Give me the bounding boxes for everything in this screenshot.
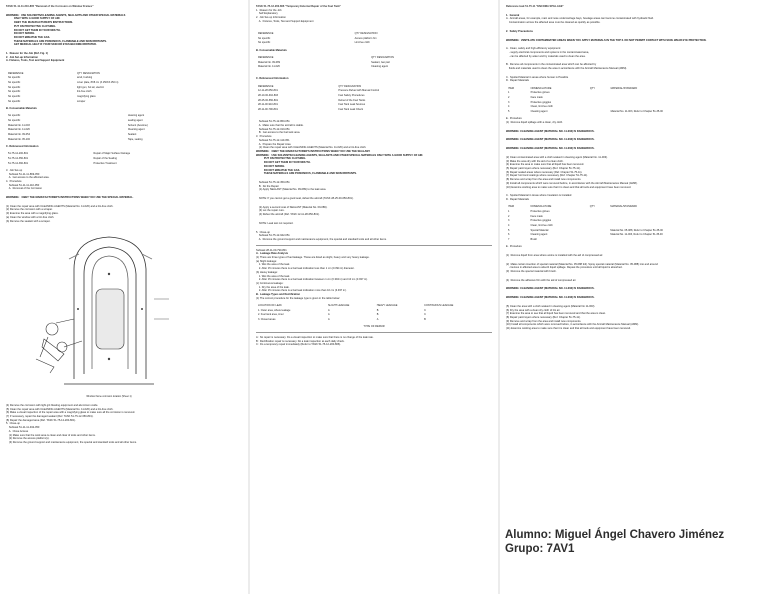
text-line: (1) Clean the repair area with CLEANING AGENTS (Material No. 11-026) and a lint-free cloth. bbox=[256, 146, 367, 150]
table-cell: ITEM bbox=[508, 86, 514, 90]
text-line: (8) Remove and scrap from the area and install new components. bbox=[506, 178, 582, 182]
section-heading: 2. Job Set-up Information bbox=[6, 55, 38, 59]
figure-caption: Window frame corrosion location (Sheet 1) bbox=[86, 395, 132, 399]
text-line: 1. Wet the area of the leak. bbox=[256, 274, 290, 278]
table-cell: Cleaning agent bbox=[127, 128, 145, 132]
table-cell: anvil, bucking bbox=[77, 76, 93, 80]
table-cell: Access platform 3m bbox=[354, 36, 377, 40]
tools-table bbox=[6, 71, 236, 104]
table-cell: Clean, lint-free cloth bbox=[530, 223, 553, 227]
table-cell: 1 bbox=[508, 91, 510, 95]
table-cell: Repair of the Sealing bbox=[93, 156, 117, 160]
table-row bbox=[6, 161, 236, 166]
table-cell: A bbox=[328, 308, 330, 312]
page3-header: Reference task 51-75-11 "ENCOMA SPILLAGE" bbox=[506, 5, 564, 8]
table-cell: magnifying glass bbox=[77, 95, 96, 99]
text-line: C: Do a temporary repair immediately (Refer to TASK 51-75-12-200-806). bbox=[256, 343, 341, 347]
table-cell: 1 bbox=[508, 209, 510, 213]
text-line: B. Get access to the fuel tank area. bbox=[256, 131, 301, 135]
text-line: (5) Clean the area with a cloth soaked in cleaning agent (Material No 11-003). bbox=[506, 304, 596, 308]
text-line: (8) Repair the damaged area (Ref. TASK 51-75-12-200-801). bbox=[6, 418, 76, 422]
table-cell: light gun, hot air, electric bbox=[77, 85, 104, 89]
text-line: B. Consumable Materials bbox=[256, 48, 287, 52]
table-cell: No specific bbox=[8, 90, 21, 94]
table-cell: Material No. 11-026 bbox=[8, 128, 30, 132]
text-line: Subtask 28-11-00-790-801 bbox=[256, 248, 287, 252]
text-line: (3) Examine the area with a magnifying glass. bbox=[6, 212, 59, 216]
table-row bbox=[506, 110, 736, 115]
text-line: Subtask 51-75-12-110-051 bbox=[256, 138, 290, 142]
table-cell: MATERIAL/STANDARD bbox=[610, 205, 637, 209]
text-line: 1. Dry the area of the leak. bbox=[256, 285, 290, 289]
text-line: (9) Remove and scrap from the area and install new components. bbox=[506, 319, 582, 323]
text-line: (a) Slight leakage: bbox=[256, 259, 277, 263]
table-cell: QTY DESIGNATION bbox=[354, 32, 378, 36]
table-cell: cover plate, 8X8 cm (3.150X3.150 in) bbox=[77, 81, 119, 85]
document-page-1 bbox=[0, 0, 248, 594]
table-cell: 51-75-12-350-801 bbox=[8, 156, 29, 160]
referenced-title: C. Referenced Information bbox=[6, 144, 39, 148]
text-line: 5. Close-up bbox=[256, 230, 270, 234]
table-cell: A bbox=[328, 318, 330, 322]
table-cell: Material No. 05-100 bbox=[8, 137, 30, 141]
divider bbox=[256, 332, 492, 333]
window-frame-figure bbox=[34, 229, 184, 389]
text-line: E. Procedure bbox=[506, 117, 522, 121]
table-cell: No specific bbox=[8, 99, 21, 103]
text-line: Subtask 51-11-11-942-050 bbox=[6, 426, 40, 430]
text-line: (2) Remove the access platform(s). bbox=[6, 437, 50, 441]
section-heading: A. Fixtures, Tools, Test and Support Equipment bbox=[6, 59, 65, 63]
text-line: OBEY THE MANUFACTURER'S INSTRUCTIONS. bbox=[6, 21, 74, 25]
text-line: (9) Install all components which were removed before, in accordance with the Aircraft Maintenance Manual (AMM). bbox=[506, 181, 638, 185]
leakage-table bbox=[256, 303, 486, 322]
table-cell: QTY DESIGNATION bbox=[77, 71, 100, 75]
table-cell: 28-11-00-910-801 bbox=[258, 103, 278, 107]
text-line: (4) Refuel the aircraft (Ref. TASK 12-11-28-650-801). bbox=[256, 213, 320, 217]
table-cell: Fuel Safety Procedures bbox=[338, 94, 365, 98]
table-cell: 2 bbox=[508, 96, 510, 100]
table-cell: Special Material bbox=[530, 228, 549, 232]
table-cell: Pressure Refuel with Manual Control bbox=[338, 89, 380, 93]
text-line: WARNING: CLEANING AGENT (MATERIAL NO. 11-003) IS DANGEROUS. bbox=[506, 147, 595, 151]
text-line: B: Rectification repair is necessary. Do a leak inspection at each daily check. bbox=[256, 339, 345, 343]
text-line: Subtask 51-75-12-942-051 bbox=[256, 234, 290, 238]
table-cell: ITEM bbox=[508, 205, 514, 209]
text-line: (10) Install all components which were removed before, in accordance with the Aircraft Maintenance Manual (AMM). bbox=[506, 323, 639, 327]
table-row bbox=[6, 99, 236, 104]
table-cell: SLIGHT LEAKAGE bbox=[328, 303, 350, 307]
text-line: (4) Examine the area to make sure that all liquid has been removed. bbox=[506, 163, 584, 167]
text-line: 3. Job Set-up bbox=[6, 168, 23, 172]
text-line: WARNING: OBEY THE MANUFACTURER'S INSTRUCTIONS WHEN YOU USE THE SEALANT. bbox=[256, 149, 371, 153]
text-line: (2) Remove the corrosion with a scraper. bbox=[6, 208, 53, 212]
table-cell: Brush bbox=[530, 238, 538, 242]
table-cell: 5 bbox=[508, 228, 510, 232]
table-cell: Sealant, two part bbox=[371, 60, 390, 64]
text-line: WARNING: USE SOLVENTS/CLEANING AGENTS, SEALANTS AND OTHER SPECIAL MATERIALS bbox=[6, 13, 126, 17]
table-cell: Material No. 09-089 bbox=[258, 60, 280, 64]
table-cell: No specific bbox=[8, 118, 21, 122]
referenced-table bbox=[6, 152, 236, 166]
table-cell: B bbox=[376, 308, 379, 312]
table-row bbox=[256, 65, 486, 70]
table-cell: Sealant bbox=[127, 133, 137, 137]
table-cell bbox=[588, 110, 609, 115]
text-line: (3) Let the repair cure. bbox=[256, 209, 285, 213]
text-line: (7) Repair hot bond coatings where necessary (Ref. Chapter 51-75-11). bbox=[506, 174, 588, 178]
student-name: Alumno: Miguel Ángel Chavero Jiménez bbox=[505, 529, 725, 541]
table-cell: No specific bbox=[8, 95, 21, 99]
text-line: A. Prepare the Repair Area bbox=[256, 142, 291, 146]
text-line: (5) Repair paint layers where necessary (Ref. Chapter 51-75-11). bbox=[506, 166, 581, 170]
table-cell: REFERENCE bbox=[8, 71, 24, 75]
text-line: D. Repair Materials bbox=[506, 79, 529, 83]
student-info bbox=[505, 528, 760, 556]
text-line: WARNING: CLEANING AGENT (MATERIAL NO. 11-003) IS DANGEROUS. bbox=[506, 296, 595, 300]
text-line: NOTE: Leak test not required. bbox=[256, 221, 294, 225]
text-line: DO NOT SMOKE. bbox=[256, 164, 285, 168]
text-line: 1. General bbox=[506, 13, 520, 17]
warning-text: WARNING: OBEY THE MANUFACTURER'S INSTRUCTIONS WHEN YOU USE THE SPECIAL MATERIAL. bbox=[6, 196, 134, 200]
table-cell: MATERIAL/STANDARD bbox=[610, 86, 638, 90]
table-cell: Material No. 11-003 bbox=[8, 123, 30, 127]
text-line: ONLY WITH A GOOD SUPPLY OF AIR. bbox=[6, 17, 61, 21]
table-cell: QTY bbox=[589, 205, 595, 209]
table-cell: 51-75-12-200-801 bbox=[8, 152, 29, 156]
text-line: (5) Clean the repair area with CLEANING AGENTS (Material No. 11-026) and a lint-free cloth. bbox=[6, 407, 114, 411]
text-line: DO NOT GET THEM IN YOUR MOUTH. bbox=[256, 161, 311, 165]
text-line: Contamination across the affected area must be cleaned as quickly as possible. bbox=[506, 21, 601, 25]
table-cell: Face mask bbox=[530, 96, 543, 100]
table-cell: 4 bbox=[508, 105, 510, 109]
text-line: crevices in affected area to absorb liquid spillage. Repeat the procedure until all liquid is absorbed. bbox=[506, 266, 623, 270]
text-line: WARNING: CLEANING AGENT (MATERIAL NO. 11-003) IS DANGEROUS. bbox=[506, 138, 595, 142]
table-cell: 3 bbox=[508, 100, 510, 104]
table-cell: Cleaning agent bbox=[530, 233, 548, 237]
table-cell: sealing agent bbox=[127, 118, 143, 122]
table-cell: QTY DESIGNATION bbox=[371, 55, 394, 59]
text-line: 2. Job Set-up Information bbox=[256, 16, 286, 20]
table-cell: 51-75-12-360-801 bbox=[8, 161, 29, 165]
text-line: B. Remove all components in the contaminated area which can be affected by bbox=[506, 63, 597, 67]
text-line: DO NOT BREATHE THE GAS. bbox=[6, 35, 51, 39]
text-line: 4. Procedure bbox=[6, 179, 22, 183]
table-cell: B bbox=[424, 318, 426, 322]
table-cell bbox=[588, 238, 609, 243]
consumables-table bbox=[256, 55, 486, 69]
text-line: A: No repair is necessary. Do a visual inspection to make sure that there is no change of the leak rate. bbox=[256, 336, 374, 339]
table-cell: HEAVY LEAKAGE bbox=[376, 303, 398, 307]
text-line: (1) The correct procedure for the leakage type is given in the table below: bbox=[256, 296, 341, 300]
repair-materials-table bbox=[506, 86, 736, 114]
text-line: (b) Heavy leakage: bbox=[256, 270, 278, 274]
text-line: (2) Clean contaminated area with a cloth soaked in cleaning agent (Material No. 11-003). bbox=[506, 155, 608, 159]
table-cell: scraper bbox=[77, 99, 86, 103]
text-line: E. Procedure bbox=[506, 245, 522, 249]
page2-header: TASK 51-75-12-200-806 "Temporary External Repair of the Fuel Tank" bbox=[256, 5, 341, 8]
table-cell: No specific bbox=[8, 81, 21, 85]
text-line: (a) Clean the window with a lint-free cloth. bbox=[6, 215, 55, 219]
table-cell: Protective goggles bbox=[530, 219, 552, 223]
table-cell: Fuel Tank Leak Sources bbox=[338, 103, 366, 107]
table-row bbox=[256, 318, 486, 323]
text-line: fluids and materials used to clean the area in accordance with the Aircraft Maintenance Manual (AMM). bbox=[506, 67, 627, 71]
referenced-table bbox=[256, 84, 486, 112]
table-cell: Protective goggles bbox=[530, 100, 552, 104]
table-cell: Face mask bbox=[530, 214, 543, 218]
table-cell: Protective Treatment bbox=[93, 161, 117, 165]
table-cell: lint-free cloth bbox=[77, 90, 92, 94]
text-line: (3) Make the area dry with the aid of a clean cloth. bbox=[506, 159, 564, 163]
text-line: GET MEDICAL HELP IF YOUR SKIN OR EYES BECOME IRRITATED. bbox=[6, 43, 97, 47]
table-cell: Material No. 09-054 bbox=[8, 133, 30, 137]
table-cell: Material No. 11-003, Refer to Chapter 51-35-00 bbox=[610, 233, 663, 237]
document-page-3 bbox=[500, 0, 768, 594]
text-line: DO NOT BREATHE THE GAS. bbox=[256, 168, 301, 172]
insulation-materials-table bbox=[506, 205, 736, 243]
text-line: A. Clean, safety and high-efficiency equipment: bbox=[506, 47, 561, 51]
text-line: (1) There are three types of fuel leakage. These are listed as slight, heavy and very heavy leakage. bbox=[256, 256, 370, 260]
table-cell: NOMENCLATURE bbox=[530, 205, 552, 209]
text-line: 2. After 15 minutes there is a fuel leak indication more than 10 cm (3.937 in). bbox=[256, 289, 347, 293]
text-line: A. Close Access bbox=[6, 429, 29, 433]
warning-text: WARNING: VENTILATE CONTAMINATED AREAS WHEN YOU APPLY MATERIALS IN THE TOP 6. DO NOT PERMIT CONTACT WITH SKIN. WEAR EYE PROTECTION. bbox=[506, 38, 707, 42]
table-cell: Protective gloves bbox=[530, 209, 550, 213]
text-line: A. Leakage Rate Analysis bbox=[256, 252, 289, 256]
text-line: (11) Examine working area to make sure that it is clean and that all tools and equipment have been removed. bbox=[506, 327, 631, 331]
table-cell: Solvent (Acetone) bbox=[127, 123, 148, 127]
text-line: THESE MATERIALS ARE POISONOUS, FLAMMABLE AND SKIN IRRITANTS. bbox=[256, 172, 357, 176]
text-line: Subtask 51-75-12-010-051 bbox=[256, 127, 290, 131]
consumables-title: B. Consumable Materials bbox=[6, 107, 37, 111]
table-cell: A bbox=[328, 313, 330, 317]
table-cell: Fuel Tank Leak Check bbox=[338, 108, 364, 112]
text-line: (2) Apply a second coat of SEALANT (Material No. 09-089). bbox=[256, 205, 328, 209]
page1-header: TASK 51-11-11-210-805 "Removal of the Corrosion on Window Frames" bbox=[6, 5, 94, 8]
text-line: 1. Wet the area of the leak. bbox=[256, 263, 290, 267]
text-line: A. Make sure that the aircraft is stable. bbox=[256, 124, 304, 128]
table-cell: Cleaning agent bbox=[371, 65, 388, 69]
text-line: (1) Remove liquid spillage with a clean, dry cloth. bbox=[506, 121, 563, 125]
text-line: Subtask 51-11-11-110-050 bbox=[6, 183, 40, 187]
table-cell: 2. Fuel tank area, inner bbox=[258, 313, 284, 317]
table-cell: C bbox=[424, 308, 426, 312]
table-cell: REFERENCE bbox=[258, 55, 274, 59]
text-line: (2) Make certain insertion of special material (Material No. 05-088 foil). Spray special material (Material No. 05-088) into and around bbox=[506, 262, 658, 266]
table-cell: Protective gloves bbox=[530, 91, 550, 95]
text-line: 3. Procedure bbox=[256, 135, 272, 139]
text-line: (10) Examine working area to make sure that it is clean and that all tools and equipment have been removed. bbox=[506, 185, 632, 189]
text-line: 2. After 15 minutes there is a fuel leak indication between 1 cm (0.394 in) and 10 cm (3.937 in). bbox=[256, 278, 368, 282]
text-line: PUT ON PROTECTIVE CLOTHING. bbox=[256, 157, 307, 161]
table-cell: REFERENCE bbox=[258, 84, 274, 88]
text-line: (b) Remove the sealant with a scraper. bbox=[6, 219, 51, 223]
text-line: C. Spoiled Material in areas where human is Possible bbox=[506, 75, 569, 79]
table-cell: Defuel of the Fuel Tanks bbox=[338, 98, 366, 102]
page1-warning-block bbox=[6, 14, 242, 47]
text-line: (6) Dry the area with a clean dry cloth of lint air. bbox=[506, 308, 561, 312]
table-cell: Cleaning agent bbox=[530, 110, 548, 114]
divider bbox=[256, 245, 492, 246]
text-line: Self Explanatory bbox=[256, 12, 278, 16]
text-line: (6) Repair sealed areas where necessary (Ref. Chapter 51-75-11). bbox=[506, 170, 583, 174]
text-line: Subtask 51-11-11-869-050 bbox=[6, 172, 40, 176]
table-cell: 28-11-00-790-801 bbox=[258, 108, 278, 112]
text-line: (8) Repair paint layers where necessary (Ref. Chapter 51-75-11). bbox=[506, 315, 581, 319]
text-line: C. Spoiled Material in Areas where Insulation is Installed bbox=[506, 194, 572, 198]
text-line: (7) If necessary, repair the damaged sealant (Ref. TASK 51-75-12-350-801). bbox=[6, 415, 94, 419]
text-line: B. Leakage Types and Rectification bbox=[256, 293, 301, 297]
text-line: TYPE OF REPAIR bbox=[363, 325, 385, 329]
table-cell: NOMENCLATURE bbox=[530, 86, 552, 90]
table-cell: 3. Closed areas bbox=[258, 318, 276, 322]
table-cell: 12-11-28-650-801 bbox=[258, 89, 278, 93]
text-line: (1) Clean the repair area with CLEANING AGENTS (Material No. 11-026) and a lint-free cloth. bbox=[6, 204, 114, 208]
text-line: A. Get access to the affected area. bbox=[6, 176, 50, 180]
text-line: 2. Safety Precautions bbox=[506, 29, 533, 33]
consumables-table bbox=[6, 114, 236, 142]
text-line: B. Do the Repair bbox=[256, 184, 279, 188]
table-cell: LOCATION OF LEAK bbox=[258, 303, 282, 307]
table-cell: QTY DESIGNATION bbox=[338, 84, 362, 88]
text-line: C. Referenced Information bbox=[256, 77, 289, 81]
text-line: A. Fixtures, Tools, Test and Support Equipment bbox=[256, 19, 314, 23]
table-cell: Lint-free cloth bbox=[354, 41, 370, 45]
text-line: (7) Examine the area to see that all liquid has been removed and that the area is clean. bbox=[506, 312, 606, 316]
text-line: 1. Reason for the Job bbox=[256, 8, 282, 12]
text-line: WARNING: CLEANING AGENT (MATERIAL NO. 11-003) IS DANGEROUS. bbox=[506, 129, 595, 133]
text-line: - can be affected by water and by materials used to clean the area. bbox=[506, 54, 586, 58]
table-cell: CONTINUOUS LEAKAGE bbox=[424, 303, 454, 307]
table-cell: No specific bbox=[8, 114, 21, 118]
text-line: WARNING: CLEANING AGENT (MATERIAL NO. 11-003) IS DANGEROUS. bbox=[506, 287, 595, 291]
text-line: (4) Remove the corrosion with light grit blasting equipment and aluminium oxide. bbox=[6, 403, 99, 407]
table-cell: 7 bbox=[508, 238, 510, 242]
table-cell: Tape, sealing bbox=[127, 137, 143, 141]
table-cell: No specific bbox=[8, 85, 21, 89]
document-page-2 bbox=[250, 0, 498, 594]
text-line: (3) Remove the special material with brush. bbox=[506, 270, 557, 274]
table-cell: Material No. 11-026 bbox=[258, 65, 280, 69]
table-cell: Material No. 11-003, Refer to Chapter 51-35-00 bbox=[610, 110, 663, 114]
table-cell: cleaning agent bbox=[127, 114, 145, 118]
table-cell: C bbox=[424, 313, 426, 317]
table-row bbox=[256, 41, 486, 46]
student-group: Grupo: 7AV1 bbox=[505, 543, 575, 555]
section-heading: 1. Reason for the Job (Ref. Fig. 1) bbox=[6, 52, 48, 56]
text-line: 5. Close-up bbox=[6, 422, 20, 426]
table-cell: Material No. 05-088, Refer to Chapter 51-35-00 bbox=[610, 228, 663, 232]
window-frame-illustration bbox=[34, 229, 184, 389]
table-cell: A bbox=[376, 318, 379, 322]
table-cell: 28-25-00-650-801 bbox=[258, 98, 279, 102]
text-line: 2. After 15 minutes there is a fuel leak indication less than 1 cm (0.394 in) diameter. bbox=[256, 267, 355, 271]
table-cell: No specific bbox=[258, 36, 271, 40]
text-line: A. Remove the ground support and maintenance equipment, the special and standard tools and all other items. bbox=[256, 237, 387, 241]
text-line: WARNING: USE SOLVENTS/CLEANING AGENTS, SEALANTS AND OTHER SPECIAL MATERIALS ONLY WITH A GOOD SUPPLY OF AIR. bbox=[256, 153, 424, 157]
tools-table bbox=[256, 32, 486, 46]
text-line: PUT ON PROTECTIVE CLOTHING. bbox=[6, 24, 57, 28]
table-row bbox=[6, 137, 236, 142]
table-cell: No specific bbox=[8, 76, 21, 80]
table-cell: 4 bbox=[508, 223, 510, 227]
table-cell: B bbox=[376, 313, 379, 317]
table-row bbox=[256, 108, 486, 113]
table-cell: QTY bbox=[589, 86, 596, 90]
table-cell: Clean, lint-free cloth bbox=[530, 105, 553, 109]
table-cell: Repair of Major Surface Damage bbox=[93, 152, 131, 156]
text-line: A. Aircraft areas, for example, main and nose undercarriage bays, fuselage areas can become contaminated with hydraulic fluid. bbox=[506, 17, 654, 21]
text-line: (4) Remove the adhesive film with the aid of compressed air. bbox=[506, 278, 577, 282]
text-line: (1) Apply SEALANT (Material No. 09-089) to the leak area. bbox=[256, 188, 327, 192]
table-cell: REFERENCE bbox=[258, 32, 274, 36]
text-line: (1) Make sure that the work area is clean and clear of tools and other items. bbox=[6, 433, 96, 437]
table-cell: 2 bbox=[508, 214, 510, 218]
table-cell bbox=[608, 238, 736, 243]
table-cell: 3 bbox=[508, 219, 510, 223]
table-cell: 28-10-00-910-803 bbox=[258, 94, 279, 98]
text-line: DO NOT SMOKE. bbox=[6, 32, 35, 36]
table-cell: No specific bbox=[258, 41, 271, 45]
text-line: D. Repair Materials bbox=[506, 197, 529, 201]
text-line: Subtask 51-75-12-350-051 bbox=[256, 180, 290, 184]
text-line: (3) Remove the ground support and maintenance equipment, the special and standard tools and all other items. bbox=[6, 440, 137, 444]
table-cell: 5 bbox=[508, 110, 510, 114]
text-line: (1) Remove liquid from area where amine is installed with the aid of compressed air. bbox=[506, 253, 604, 257]
text-line: (6) Make a visual inspection of the repair area with a magnifying glass to make sure all the corrosion is removed. bbox=[6, 411, 136, 415]
table-row bbox=[506, 238, 736, 243]
text-line: Subtask 51-75-12-860-051 bbox=[256, 120, 290, 124]
text-line: A. Removal of the Corrosion bbox=[6, 187, 43, 191]
text-line: DO NOT GET THEM IN YOUR MOUTH. bbox=[6, 28, 61, 32]
text-line: - supply electrical components and systems in the contaminated area, bbox=[506, 50, 590, 54]
text-line: (c) Continuous leakage: bbox=[256, 281, 284, 285]
text-line: NOTE: If you cannot get a good seal, defuel the aircraft (TASK 28-25-00-650-801). bbox=[256, 197, 354, 201]
table-cell: 1. Outer area, where leakage bbox=[258, 308, 291, 312]
text-line: THESE MATERIALS ARE POISONOUS, FLAMMABLE AND SKIN IRRITANTS. bbox=[6, 39, 107, 43]
table-cell: 6 bbox=[508, 233, 510, 237]
